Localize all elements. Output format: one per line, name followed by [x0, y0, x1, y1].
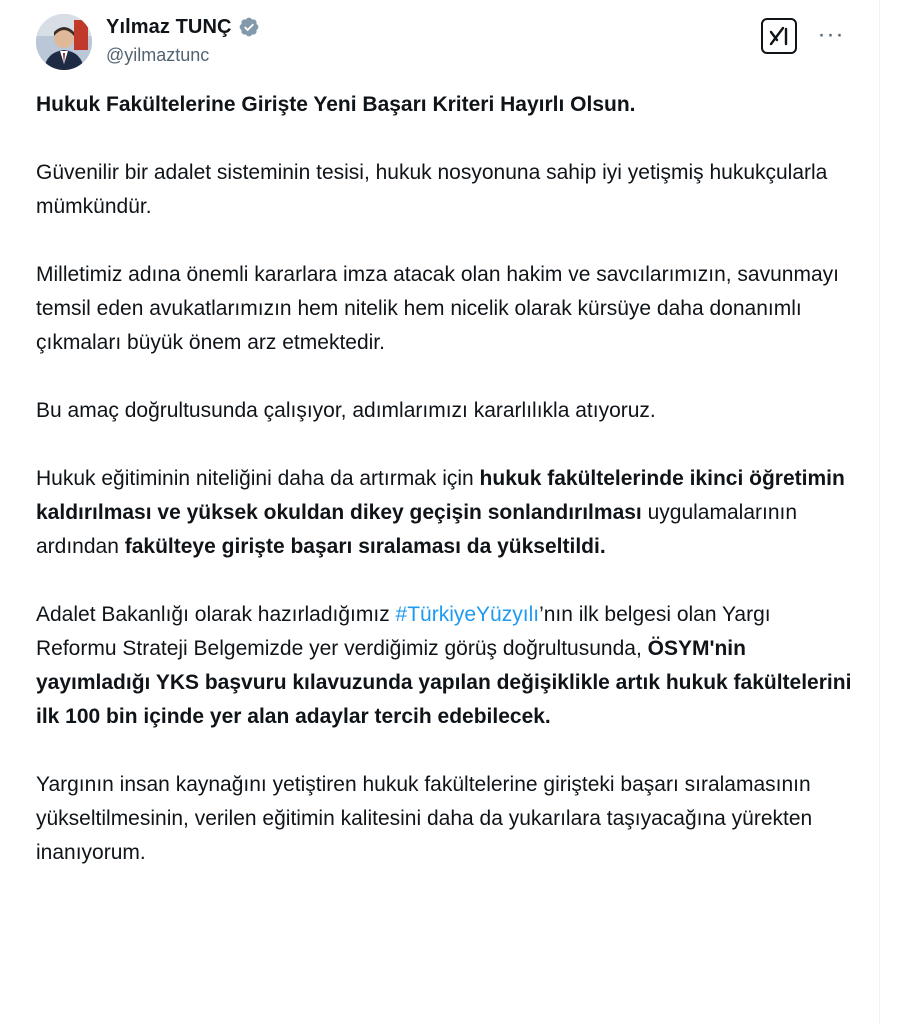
hashtag-link[interactable]: #TürkiyeYüzyılı — [395, 603, 540, 626]
paragraph-5-bold-c: ÖSYM'nin yayımladığı YKS başvuru kılavuzunda yapılan değişiklikle artık hukuk fakültelerini ilk 100 bin içinde yer alan adaylar tercih edebilecek. — [36, 637, 852, 728]
more-icon: ··· — [817, 21, 845, 48]
paragraph-4-text-c: uygulamalarının ardından — [36, 501, 798, 558]
paragraph-5-text-b: ’nın ilk belgesi olan Yargı Reformu Strateji Belgemizde yer verdiğimiz görüş doğrultusunda, — [36, 603, 771, 660]
avatar[interactable] — [36, 14, 92, 70]
paragraph-4-bold-d: fakülteye girişte başarı sıralaması da yükseltildi. — [124, 535, 606, 558]
post-text — [36, 88, 856, 904]
paragraph-5 — [36, 598, 856, 734]
avatar-image — [36, 14, 92, 70]
paragraph-5-text-a: Adalet Bakanlığı olarak hazırladığımız — [36, 603, 396, 626]
post-title: Hukuk Fakültelerine Girişte Yeni Başarı Kriteri Hayırlı Olsun. — [36, 93, 636, 116]
author-info — [106, 14, 260, 66]
paragraph-2: Milletimiz adına önemli kararlara imza atacak olan hakim ve savcılarımızın, savunmayı temsil eden avukatlarımızın hem nitelik hem nicelik olarak kürsüye daha donanımlı çıkmaları büyük önem arz etmektedir. — [36, 263, 839, 354]
paragraph-1: Güvenilir bir adalet sisteminin tesisi, hukuk nosyonuna sahip iyi yetişmiş hukukçularla mümkündür. — [36, 161, 828, 218]
paragraph-4-bold-b: hukuk fakültelerinde ikinci öğretimin kaldırılması ve yüksek okuldan dikey geçişin sonlandırılması — [36, 467, 845, 524]
more-options-button[interactable] — [815, 22, 847, 48]
paragraph-6: Yargının insan kaynağını yetiştiren hukuk fakültelerine girişteki başarı sıralamasının yükseltilmesinin, verilen eğitimin kalitesini daha da yukarılara taşıyacağına yürekten inanıyorum. — [36, 773, 813, 864]
paragraph-4 — [36, 462, 856, 564]
display-name-row — [106, 14, 260, 40]
grok-button[interactable] — [761, 18, 797, 54]
paragraph-3: Bu amaç doğrultusunda çalışıyor, adımlarımızı kararlılıkla atıyoruz. — [36, 399, 656, 422]
grok-icon — [768, 25, 790, 47]
author-handle[interactable]: @yilmaztunc — [106, 45, 210, 65]
verified-badge-icon[interactable] — [238, 16, 260, 38]
paragraph-4-text-a: Hukuk eğitiminin niteliğini daha da artırmak için — [36, 467, 480, 490]
post-header — [36, 12, 849, 78]
display-name[interactable]: Yılmaz TUNÇ — [106, 15, 232, 38]
